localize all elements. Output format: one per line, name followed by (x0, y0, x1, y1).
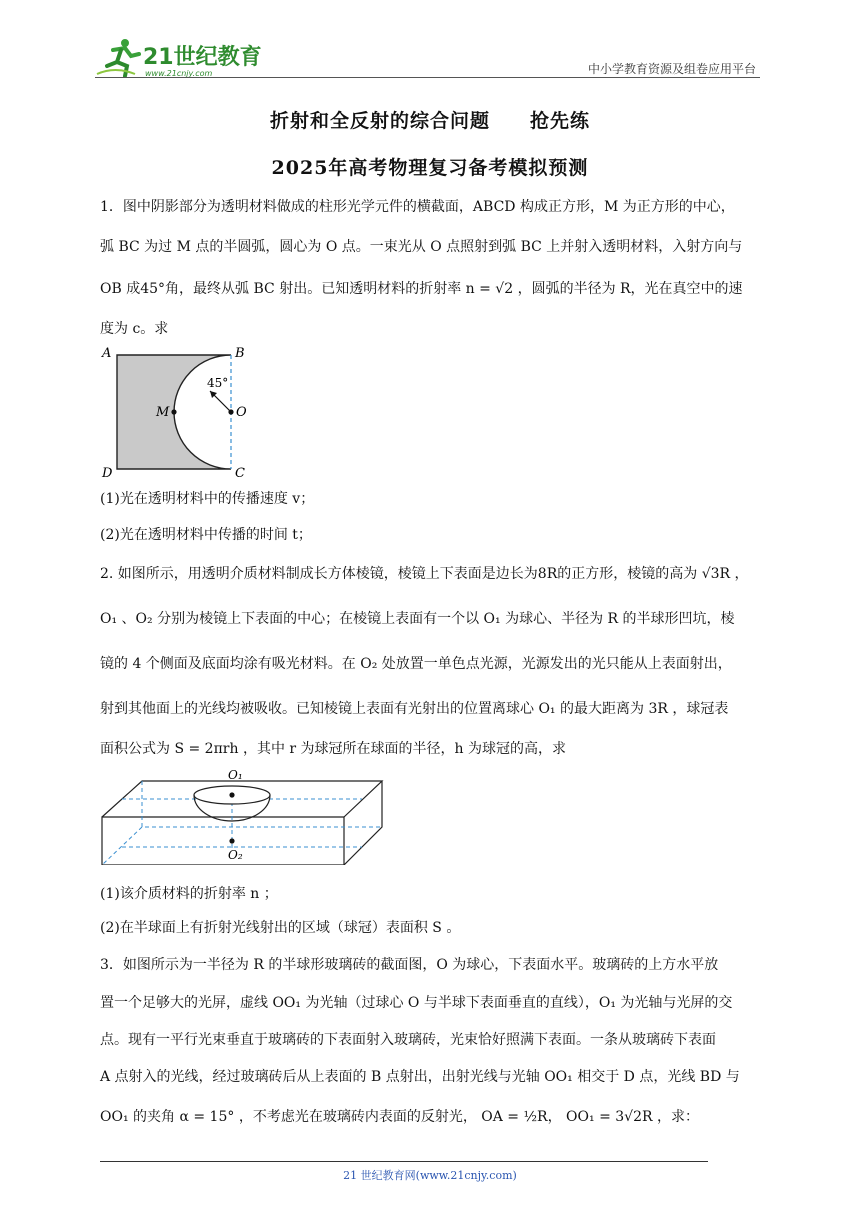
runner-icon (97, 39, 139, 76)
q1-sub-1: (1)光在透明材料中的传播速度 v； (100, 491, 315, 507)
label-o: O (236, 405, 247, 420)
label-b: B (235, 346, 245, 361)
platform-name: 中小学教育资源及组卷应用平台 (587, 62, 756, 76)
label-d: D (102, 466, 113, 481)
page-header (95, 30, 760, 80)
header-divider (95, 77, 760, 78)
q3-line-1: 3．如图所示为一半径为 R 的半球形玻璃砖的截面图，O 为球心，下表面水平。玻璃砖的上方水平放 (100, 957, 719, 973)
label-c: C (235, 466, 245, 481)
q2-line-5: 面积公式为 S = 2πrh ，其中 r 为球冠所在球面的半径，h 为球冠的高，求 (100, 741, 566, 757)
q3-line-5: OO₁ 的夹角 α = 15° ，不考虑光在玻璃砖内表面的反射光， OA = ½R， OO₁ = 3√2R ，求： (100, 1109, 699, 1125)
q3-line-4: A 点射入的光线，经过玻璃砖后从上表面的 B 点射出，出射光线与光轴 OO₁ 相交于 D 点，光线 BD 与 (100, 1069, 740, 1085)
right-face (344, 781, 382, 865)
point-o1 (229, 792, 234, 797)
label-o1: O₁ (228, 768, 243, 782)
q2-sub-1: (1)该介质材料的折射率 n ； (100, 886, 278, 902)
hidden-edges (142, 781, 382, 827)
page-title: 折射和全反射的综合问题 抢先练 (269, 110, 590, 132)
q3-line-2: 置一个足够大的光屏，虚线 OO₁ 为光轴（过球心 O 与半球下表面垂直的直线），O₁ 为光轴与光屏的交 (100, 995, 733, 1011)
logo-url: www.21cnjy.com (145, 69, 213, 78)
q1-line-4: 度为 c。求 (100, 321, 169, 337)
q2-figure (98, 765, 388, 865)
logo-text: 21世纪教育 (143, 45, 262, 70)
page-subtitle: 2025年高考物理复习备考模拟预测 (271, 157, 589, 179)
front-face (102, 817, 344, 865)
q2-line-4: 射到其他面上的光线均被吸收。已知棱镜上表面有光射出的位置离球心 O₁ 的最大距离为 3R ，球冠表 (100, 701, 729, 717)
footer-divider (100, 1161, 708, 1162)
q2-line-2: O₁ 、O₂ 分别为棱镜上下表面的中心；在棱镜上表面有一个以 O₁ 为球心、半径为 R 的半球形凹坑，棱 (100, 611, 735, 627)
q1-figure (100, 343, 260, 481)
q2-line-1: 2. 如图所示，用透明介质材料制成长方体棱镜，棱镜上下表面是边长为8R的正方形，棱镜的高为 √3R ， (100, 566, 749, 582)
hidden-edge-diag (102, 827, 142, 865)
q2-line-3: 镜的 4 个侧面及底面均涂有吸光材料。在 O₂ 处放置一单色点光源，光源发出的光只能从上表面射出， (100, 656, 732, 672)
point-m (171, 409, 176, 414)
point-o2 (229, 838, 234, 843)
q3-line-3: 点。现有一平行光束垂直于玻璃砖的下表面射入玻璃砖，光束恰好照满下表面。一条从玻璃砖下表面 (100, 1032, 716, 1048)
site-logo (95, 36, 265, 78)
q1-line-3: OB 成45°角，最终从弧 BC 射出。已知透明材料的折射率 n = √2 ，圆弧的半径为 R，光在真空中的速 (100, 281, 743, 297)
q1-line-1: 1．图中阴影部分为透明材料做成的柱形光学元件的横截面，ABCD 构成正方形，M 为正方形的中心， (100, 199, 735, 215)
label-angle: 45° (207, 376, 229, 390)
q2-sub-2: (2)在半球面上有折射光线射出的区域（球冠）表面积 S 。 (100, 920, 461, 936)
label-o2: O₂ (228, 848, 243, 862)
footer-link[interactable]: 21 世纪教育网(www.21cnjy.com) (343, 1169, 517, 1182)
q1-sub-2: (2)光在透明材料中传播的时间 t； (100, 527, 312, 543)
label-m: M (156, 405, 170, 420)
label-a: A (102, 346, 112, 361)
q1-line-2: 弧 BC 为过 M 点的半圆弧，圆心为 O 点。一束光从 O 点照射到弧 BC 上并射入透明材料，入射方向与 (100, 239, 743, 255)
